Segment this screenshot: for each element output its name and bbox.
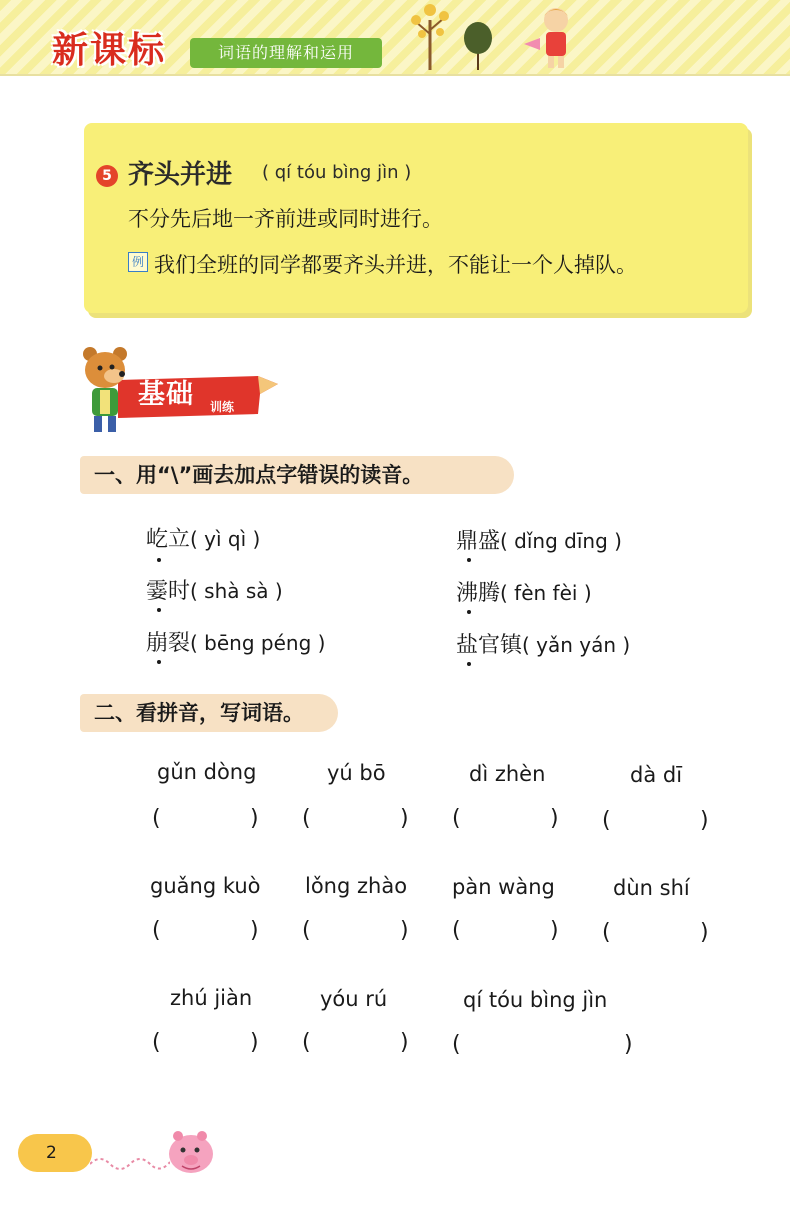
- pig-mascot-illustration: [164, 1128, 218, 1176]
- word-item-pinyin: ( shà sà ): [190, 579, 283, 603]
- page-number-badge: 2: [18, 1134, 92, 1172]
- word-item-pinyin: ( yǎn yán ): [522, 633, 631, 657]
- bear-mascot-illustration: [78, 346, 134, 438]
- answer-open-paren: (: [152, 806, 161, 831]
- banner-subtitle: 训练: [210, 400, 235, 414]
- word-item-pinyin: ( yì qì ): [190, 527, 261, 551]
- word-item: [456, 576, 592, 607]
- word-item-word: 霎时: [146, 579, 191, 604]
- pinyin-prompt: pàn wàng: [452, 875, 555, 899]
- emphasis-dot: [467, 662, 471, 666]
- answer-close-paren: ): [550, 918, 559, 943]
- answer-close-paren: ): [550, 806, 559, 831]
- emphasis-dot: [157, 558, 161, 562]
- answer-close-paren: ): [400, 806, 409, 831]
- pinyin-prompt: yóu rú: [320, 987, 388, 1011]
- word-item-pinyin: ( fèn fèi ): [500, 581, 592, 605]
- answer-open-paren: (: [452, 1032, 461, 1057]
- word-item: [146, 522, 260, 553]
- answer-close-paren: ): [250, 1030, 259, 1055]
- section-1-heading: 一、用“\”画去加点字错误的读音。: [80, 456, 514, 494]
- definition-pinyin: ( qí tóu bìng jìn ): [262, 162, 412, 183]
- word-item-pinyin: ( dǐng dīng ): [500, 529, 622, 553]
- pinyin-prompt: dì zhèn: [469, 762, 546, 786]
- emphasis-dot: [467, 610, 471, 614]
- answer-close-paren: ): [400, 918, 409, 943]
- answer-open-paren: (: [452, 918, 461, 943]
- pinyin-prompt: yú bō: [327, 761, 386, 785]
- emphasis-dot: [467, 558, 471, 562]
- answer-open-paren: (: [302, 806, 311, 831]
- answer-open-paren: (: [602, 808, 611, 833]
- pinyin-prompt: dà dī: [630, 763, 683, 787]
- word-item-word: 屹立: [146, 527, 191, 552]
- word-item-pinyin: ( bēng péng ): [190, 631, 326, 655]
- answer-close-paren: ): [250, 918, 259, 943]
- word-item: [146, 626, 325, 657]
- definition-meaning: 不分先后地一齐前进或同时进行。: [128, 207, 443, 231]
- emphasis-dot: [157, 608, 161, 612]
- answer-open-paren: (: [302, 1030, 311, 1055]
- answer-close-paren: ): [250, 806, 259, 831]
- section-2-heading: 二、看拼音，写词语。: [80, 694, 338, 732]
- answer-close-paren: ): [700, 808, 709, 833]
- definition-number-badge: 5: [96, 165, 118, 187]
- banner-title: 基础: [138, 379, 194, 410]
- word-item-word: 盐官镇: [456, 633, 523, 658]
- definition-word: 齐头并进: [128, 160, 233, 190]
- word-item-word: 崩裂: [146, 631, 191, 656]
- example-sentence: 我们全班的同学都要齐头并进，不能让一个人掉队。: [154, 253, 637, 277]
- pinyin-prompt: dùn shí: [613, 876, 690, 900]
- pinyin-prompt: lǒng zhào: [305, 874, 408, 898]
- word-item-word: 鼎盛: [456, 529, 501, 554]
- word-item: [456, 524, 622, 555]
- emphasis-dot: [157, 660, 161, 664]
- tree-illustration: [404, 0, 504, 72]
- example-tag: 例: [128, 252, 148, 272]
- answer-open-paren: (: [152, 918, 161, 943]
- answer-open-paren: (: [452, 806, 461, 831]
- answer-close-paren: ): [624, 1032, 633, 1057]
- girl-watering-illustration: [520, 2, 590, 72]
- pinyin-prompt: zhú jiàn: [170, 986, 253, 1010]
- answer-open-paren: (: [302, 918, 311, 943]
- answer-close-paren: ): [400, 1030, 409, 1055]
- series-logo: 新课标: [52, 30, 167, 71]
- word-item-word: 沸腾: [456, 581, 501, 606]
- answer-open-paren: (: [152, 1030, 161, 1055]
- pinyin-prompt: qí tóu bìng jìn: [463, 988, 608, 1012]
- word-item: [146, 574, 283, 605]
- topic-tag: 词语的理解和运用: [190, 38, 382, 68]
- wavy-line-decoration: [90, 1150, 170, 1174]
- answer-open-paren: (: [602, 920, 611, 945]
- pinyin-prompt: gǔn dòng: [157, 760, 257, 784]
- pinyin-prompt: guǎng kuò: [150, 874, 261, 898]
- answer-close-paren: ): [700, 920, 709, 945]
- word-item: [456, 628, 630, 659]
